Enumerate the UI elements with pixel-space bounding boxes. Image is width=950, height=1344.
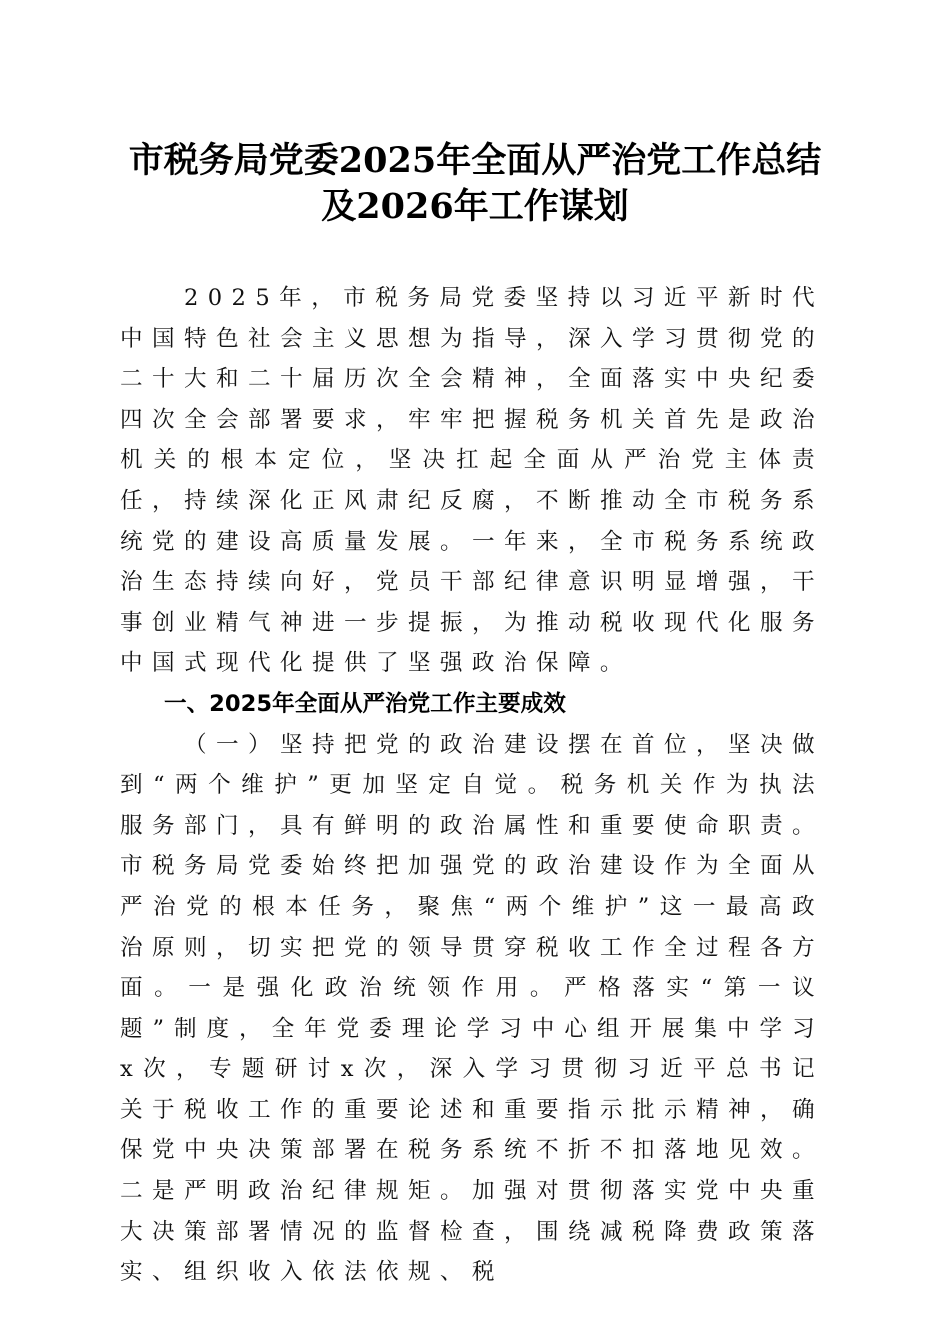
section-heading-1: 一、2025年全面从严治党工作主要成效	[164, 690, 566, 717]
intro-paragraph: 2025年，市税务局党委坚持以习近平新时代中国特色社会主义思想为指导，深入学习贯彻党的二十大和二十届历次全会精神，全面落实中央纪委四次全会部署要求，牢牢把握税务机关首先是政治机关的根本定位，坚决扛起全面从严治党主体责任，持续深化正风肃纪反腐，不断推动全市税务系统党的建设高质量发展。一年来，全市税务系统政治生态持续向好，党员干部纪律意识明显增强，干事创业精气神进一步提振，为推动税收现代化服务中国式现代化提供了坚强政治保障。	[120, 285, 824, 677]
subsection-lead: （一）坚持把党的政治建设摆在首位，坚决做到“两个维护”更加坚定自觉。	[120, 731, 824, 799]
subsection-body: 税务机关作为执法服务部门，具有鲜明的政治属性和重要使命职责。市税务局党委始终把加强党的政治建设作为全面从严治党的根本任务，聚焦“两个维护”这一最高政治原则，切实把党的领导贯穿税收工作全过程各方面。一是强化政治统领作用。严格落实“第一议题”制度，全年党委理论学习中心组开展集中学习x次，专题研讨x次，深入学习贯彻习近平总书记关于税收工作的重要论述和重要指示批示精神，确保党中央决策部署在税务系统不折不扣落地见效。二是严明政治纪律规矩。加强对贯彻落实党中央重大决策部署情况的监督检查，围绕减税降费政策落实、组织收入依法依规、税	[120, 772, 824, 1286]
document-title	[100, 138, 850, 230]
document-body	[120, 278, 824, 1293]
title-line-1: 市税务局党委2025年全面从严治党工作总结	[128, 140, 822, 181]
title-line-2: 及2026年工作谋划	[321, 186, 629, 227]
subsection-paragraph-1	[120, 725, 824, 1293]
